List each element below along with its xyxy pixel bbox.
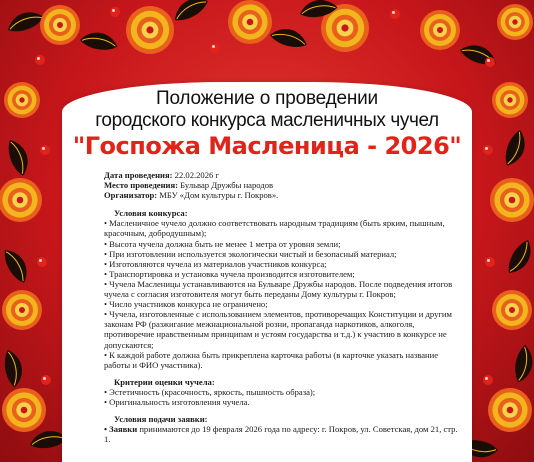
organizer-value: МБУ «Дом культуры г. Покров».	[157, 190, 279, 201]
conditions-heading: Условия конкурса:	[114, 208, 188, 219]
application-item	[104, 424, 458, 444]
place-label: Место проведения:	[104, 180, 179, 191]
list-item: • Изготовляются чучела из материалов участников конкурса;	[104, 258, 327, 269]
ornament-left	[0, 82, 68, 451]
date-line	[104, 170, 458, 180]
organizer-line	[104, 190, 458, 200]
list-item: • При изготовлении используется экологически чистый и безопасный материал;	[104, 248, 397, 259]
title-line-1: Положение о проведении	[156, 88, 378, 109]
date-label: Дата проведения:	[104, 170, 173, 180]
criteria-heading: Критерии оценки чучела:	[114, 376, 215, 387]
application-item-text: принимаются до 19 февраля 2026 года по адресу: г. Покров, ул. Советская, дом 21, стр. 1.	[104, 424, 458, 445]
list-item: • Высота чучела должна быть не менее 1 метра от уровня земли;	[104, 238, 341, 249]
document-body	[104, 170, 458, 444]
list-item: • К каждой работе должна быть прикреплена карточка работы (в карточке указать название работы и ФИО участника).	[104, 349, 439, 370]
date-value: 22.02.2026 г	[172, 170, 219, 180]
application-item-bold: • Заявки	[104, 424, 138, 435]
contest-name: "Госпожа Масленица - 2026"	[72, 132, 462, 160]
list-item: • Чучела Масленицы устанавливаются на Бульваре Дружбы народов. После подведения итогов чучела с согласия изготовителя могут быть переданы Дому культуры г. Покров;	[104, 278, 453, 300]
list-item: • Чучела, изготовленные с использованием элементов, противоречащих Конституции и другим законам РФ (разжигание межнациональной розни, пропаганда наркотиков, алкоголя, противоречие нравственным принципам и устоям государства и т.д.) к участию в конкурсе не допускаются;	[104, 309, 452, 350]
list-item: • Эстетичность (красочность, яркость, пышность образа);	[104, 386, 316, 397]
organizer-label: Организатор:	[104, 190, 158, 201]
place-value: Бульвар Дружбы народов	[178, 180, 274, 191]
title-line-2: городского конкурса масленичных чучел	[95, 110, 439, 131]
place-line	[104, 180, 458, 190]
ornament-top	[4, 0, 533, 69]
list-item: • Число участников конкурса не ограничено;	[104, 299, 268, 310]
application-heading: Условия подачи заявки:	[114, 414, 208, 425]
list-item: • Оригинальность изготовления чучела.	[104, 396, 250, 407]
list-item: • Транспортировка и установка чучела производится изготовителем;	[104, 268, 355, 279]
list-item: • Масленичное чучело должно соответствовать народным традициям (быть ярким, пышным, красочным, добродушным);	[104, 218, 445, 239]
